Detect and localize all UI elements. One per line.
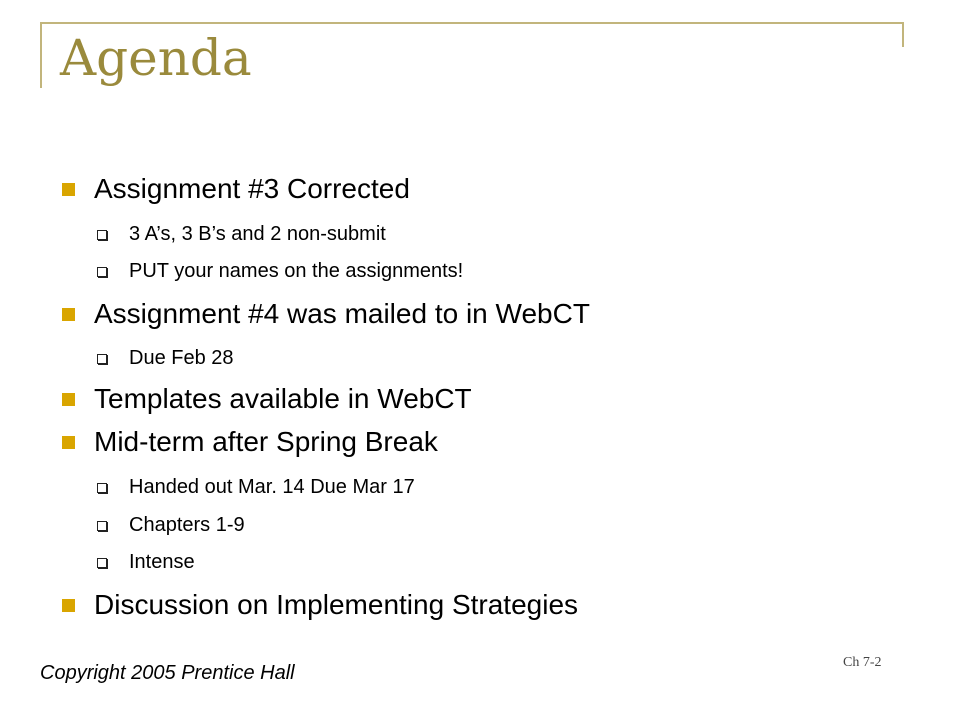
filled-square-bullet-icon: [62, 308, 75, 321]
agenda-subitem-text: PUT your names on the assignments!: [129, 260, 464, 282]
filled-square-bullet-icon: [62, 599, 75, 612]
frame-right-line: [902, 22, 904, 47]
agenda-item-text: Discussion on Implementing Strategies: [94, 589, 579, 620]
frame-top-line: [40, 22, 904, 24]
hollow-box-bullet-icon: [97, 267, 107, 277]
hollow-box-bullet-icon: [97, 230, 107, 240]
agenda-item-text: Assignment #4 was mailed to in WebCT: [94, 298, 590, 329]
agenda-item-text: Templates available in WebCT: [94, 383, 472, 414]
agenda-subitem-text: Due Feb 28: [129, 347, 234, 369]
slide-title: Agenda: [60, 29, 252, 87]
filled-square-bullet-icon: [62, 183, 75, 196]
agenda-subitem-text: Intense: [129, 551, 195, 573]
frame-left-line: [40, 22, 42, 88]
hollow-box-bullet-icon: [97, 354, 107, 364]
footer-chapter-number: Ch 7-2: [843, 655, 882, 670]
agenda-item-text: Mid-term after Spring Break: [94, 426, 438, 457]
hollow-box-bullet-icon: [97, 521, 107, 531]
hollow-box-bullet-icon: [97, 558, 107, 568]
agenda-subitem-text: Handed out Mar. 14 Due Mar 17: [129, 476, 415, 498]
agenda-item-text: Assignment #3 Corrected: [94, 173, 410, 204]
filled-square-bullet-icon: [62, 436, 75, 449]
agenda-subitem-text: 3 A’s, 3 B’s and 2 non-submit: [129, 223, 386, 245]
filled-square-bullet-icon: [62, 393, 75, 406]
hollow-box-bullet-icon: [97, 483, 107, 493]
footer-copyright: Copyright 2005 Prentice Hall: [40, 662, 295, 684]
agenda-subitem-text: Chapters 1-9: [129, 514, 245, 536]
